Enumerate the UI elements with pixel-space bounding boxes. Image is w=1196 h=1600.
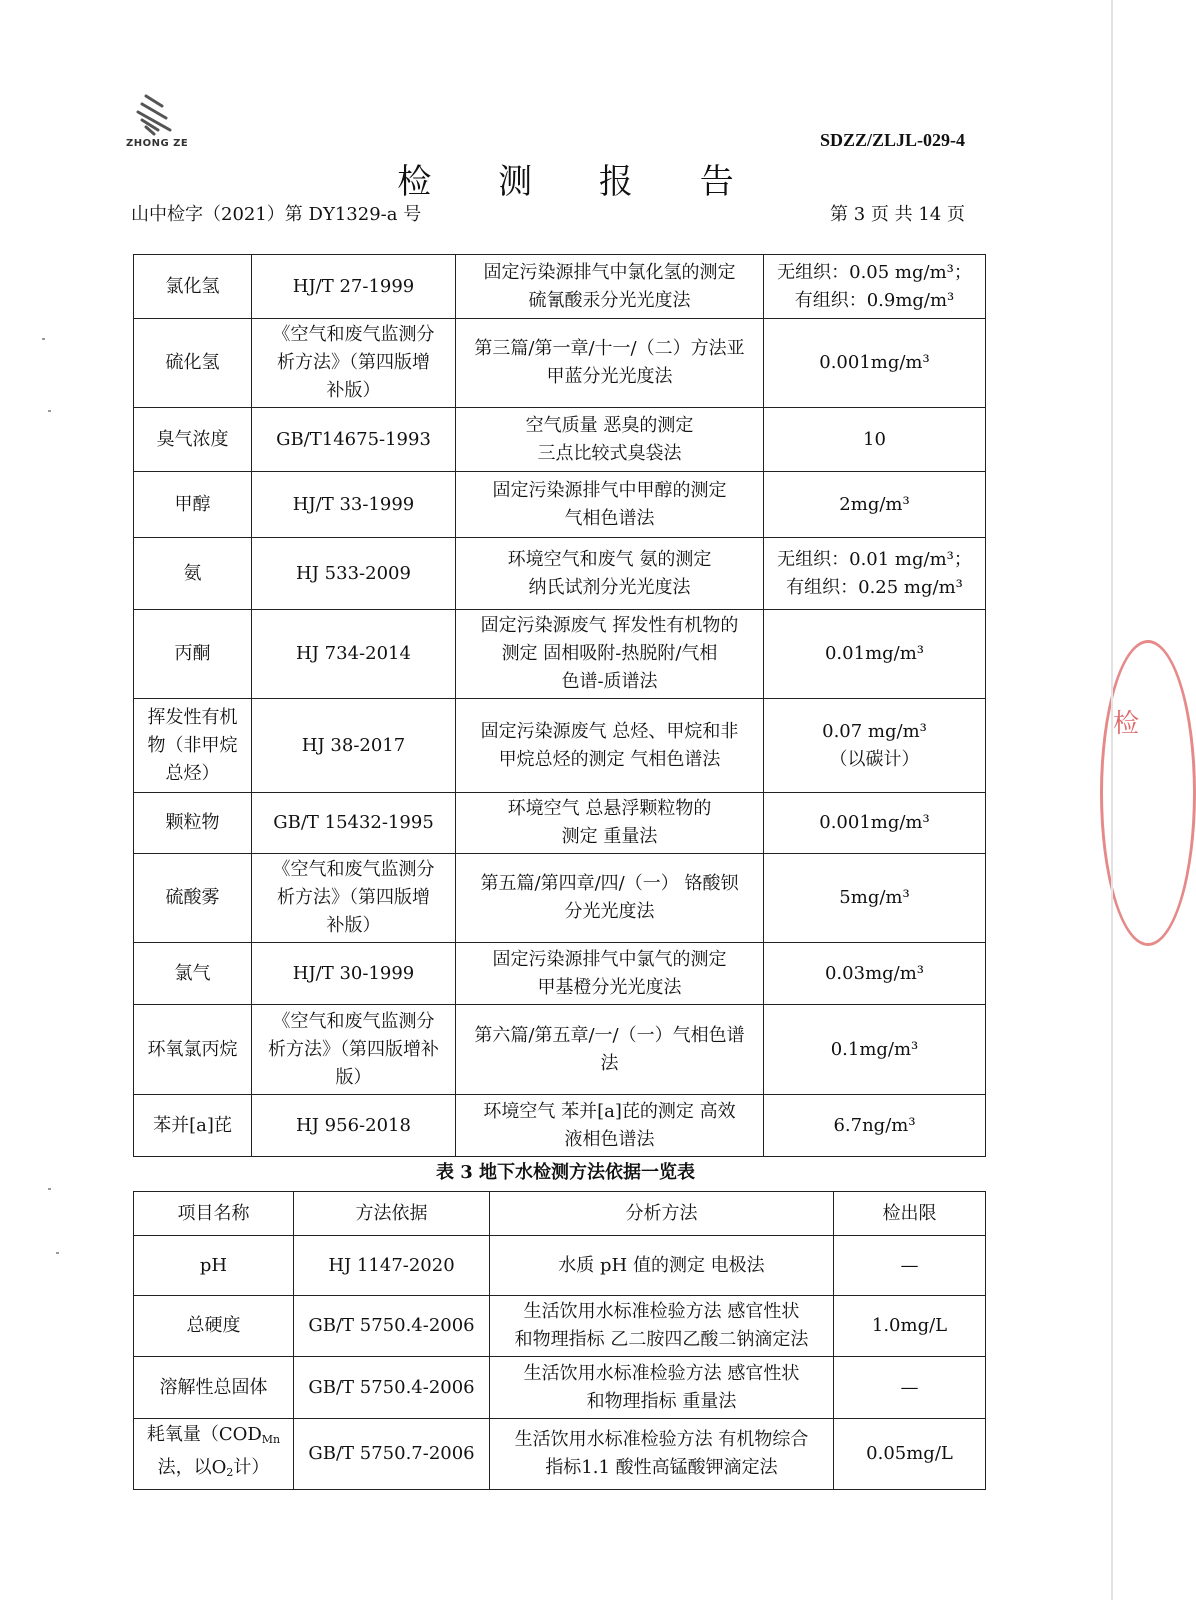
item-name-cell: 总硬度 <box>134 1296 294 1357</box>
analysis-method-cell: 固定污染源排气中甲醇的测定 气相色谱法 <box>456 472 764 538</box>
item-name-cell <box>134 1419 294 1490</box>
item-name-cell: 氯气 <box>134 943 252 1005</box>
stamp-text: 检 <box>1113 709 1140 739</box>
table-row <box>134 699 986 793</box>
table-row <box>134 943 986 1005</box>
item-name-cell: 溶解性总固体 <box>134 1357 294 1419</box>
red-seal-stamp <box>1100 640 1196 946</box>
item-name-line2: 法，以O <box>157 1457 227 1478</box>
method-basis-cell: HJ/T 33-1999 <box>252 472 456 538</box>
analysis-method-cell: 空气质量 恶臭的测定 三点比较式臭袋法 <box>456 408 764 472</box>
detection-limit-cell: 无组织：0.05 mg/m³； 有组织：0.9mg/m³ <box>764 255 986 319</box>
table-row <box>134 1296 986 1357</box>
item-name-cell: 颗粒物 <box>134 793 252 854</box>
method-basis-cell: HJ 956-2018 <box>252 1095 456 1157</box>
method-basis-cell: HJ 533-2009 <box>252 538 456 610</box>
item-name-cell: 环氧氯丙烷 <box>134 1005 252 1095</box>
subscript-mn: Mn <box>261 1433 281 1446</box>
table-row <box>134 1357 986 1419</box>
groundwater-method-table <box>133 1191 986 1490</box>
detection-limit-cell: 0.07 mg/m³ （以碳计） <box>764 699 986 793</box>
item-name-cell: 硫酸雾 <box>134 854 252 943</box>
table-row <box>134 1095 986 1157</box>
analysis-method-cell: 第五篇/第四章/四/（一） 铬酸钡 分光光度法 <box>456 854 764 943</box>
method-basis-cell: GB/T 5750.4-2006 <box>294 1296 490 1357</box>
document-code: SDZZ/ZLJL-029-4 <box>819 130 965 150</box>
header-method-basis: 方法依据 <box>294 1192 490 1236</box>
table-row <box>134 1005 986 1095</box>
detection-limit-cell: 0.001mg/m³ <box>764 319 986 408</box>
table-row <box>134 319 986 408</box>
item-name-line2-end: 计） <box>233 1457 270 1478</box>
page-indicator: 第 3 页 共 14 页 <box>830 204 965 225</box>
table-row <box>134 472 986 538</box>
detection-limit-cell: 0.03mg/m³ <box>764 943 986 1005</box>
analysis-method-cell: 环境空气 总悬浮颗粒物的 测定 重量法 <box>456 793 764 854</box>
analysis-method-cell: 固定污染源排气中氯化氢的测定 硫氰酸汞分光光度法 <box>456 255 764 319</box>
detection-limit-cell: 1.0mg/L <box>834 1296 986 1357</box>
item-name-cell: 甲醇 <box>134 472 252 538</box>
detection-limit-cell: 0.001mg/m³ <box>764 793 986 854</box>
item-name-main: 耗氧量（COD <box>146 1424 262 1445</box>
detection-limit-cell: — <box>834 1236 986 1296</box>
method-basis-cell: GB/T 15432-1995 <box>252 793 456 854</box>
detection-limit-cell: 5mg/m³ <box>764 854 986 943</box>
analysis-method-cell: 水质 pH 值的测定 电极法 <box>490 1236 834 1296</box>
analysis-method-cell: 固定污染源排气中氯气的测定 甲基橙分光光度法 <box>456 943 764 1005</box>
analysis-method-cell: 生活饮用水标准检验方法 感官性状 和物理指标 重量法 <box>490 1357 834 1419</box>
header-detection-limit: 检出限 <box>834 1192 986 1236</box>
analysis-method-cell: 第六篇/第五章/一/（一）气相色谱 法 <box>456 1005 764 1095</box>
method-basis-cell: HJ/T 27-1999 <box>252 255 456 319</box>
detection-limit-cell: 0.1mg/m³ <box>764 1005 986 1095</box>
detection-limit-cell: — <box>834 1357 986 1419</box>
table-row <box>134 793 986 854</box>
method-basis-cell: 《空气和废气监测分 析方法》（第四版增 补版） <box>252 319 456 408</box>
table-row <box>134 610 986 699</box>
subscript-2: 2 <box>226 1466 234 1479</box>
item-name-cell: 苯并[a]芘 <box>134 1095 252 1157</box>
page-edge-line <box>1111 0 1113 1600</box>
detection-limit-cell: 2mg/m³ <box>764 472 986 538</box>
method-basis-cell: HJ/T 30-1999 <box>252 943 456 1005</box>
item-name-cell: 丙酮 <box>134 610 252 699</box>
header-analysis-method: 分析方法 <box>490 1192 834 1236</box>
detection-limit-cell: 无组织：0.01 mg/m³； 有组织：0.25 mg/m³ <box>764 538 986 610</box>
table-row <box>134 255 986 319</box>
analysis-method-cell: 固定污染源废气 总烃、甲烷和非 甲烷总烃的测定 气相色谱法 <box>456 699 764 793</box>
table-header-row <box>134 1192 986 1236</box>
item-name-cell: 氯化氢 <box>134 255 252 319</box>
method-basis-cell: GB/T14675-1993 <box>252 408 456 472</box>
analysis-method-cell: 固定污染源废气 挥发性有机物的 测定 固相吸附-热脱附/气相 色谱-质谱法 <box>456 610 764 699</box>
analysis-method-cell: 生活饮用水标准检验方法 感官性状 和物理指标 乙二胺四乙酸二钠滴定法 <box>490 1296 834 1357</box>
method-basis-cell: HJ 38-2017 <box>252 699 456 793</box>
detection-limit-cell: 0.05mg/L <box>834 1419 986 1490</box>
scan-speck <box>48 410 51 412</box>
method-basis-cell: GB/T 5750.7-2006 <box>294 1419 490 1490</box>
logo-stripes-icon <box>132 94 178 138</box>
item-name-cell: 氨 <box>134 538 252 610</box>
air-method-table <box>133 254 986 1157</box>
method-basis-cell: 《空气和废气监测分 析方法》（第四版增 补版） <box>252 854 456 943</box>
method-basis-cell: GB/T 5750.4-2006 <box>294 1357 490 1419</box>
table3-caption: 表 3 地下水检测方法依据一览表 <box>435 1162 696 1183</box>
item-name-cell: 挥发性有机 物（非甲烷 总烃） <box>134 699 252 793</box>
item-name-cell: 硫化氢 <box>134 319 252 408</box>
company-logo <box>126 94 196 156</box>
table-row <box>134 408 986 472</box>
detection-limit-cell: 10 <box>764 408 986 472</box>
table-row <box>134 1236 986 1296</box>
scan-speck <box>56 1252 59 1254</box>
method-basis-cell: HJ 734-2014 <box>252 610 456 699</box>
table-row <box>134 538 986 610</box>
analysis-method-cell: 生活饮用水标准检验方法 有机物综合 指标1.1 酸性高锰酸钾滴定法 <box>490 1419 834 1490</box>
item-name-cell: pH <box>134 1236 294 1296</box>
table-row <box>134 854 986 943</box>
analysis-method-cell: 环境空气和废气 氨的测定 纳氏试剂分光光度法 <box>456 538 764 610</box>
logo-text: ZHONG ZE <box>126 138 189 149</box>
table-row <box>134 1419 986 1490</box>
method-basis-cell: 《空气和废气监测分 析方法》（第四版增补 版） <box>252 1005 456 1095</box>
detection-limit-cell: 0.01mg/m³ <box>764 610 986 699</box>
item-name-cell: 臭气浓度 <box>134 408 252 472</box>
report-title: 检 测 报 告 <box>397 162 762 202</box>
scan-speck <box>48 1188 51 1190</box>
detection-limit-cell: 6.7ng/m³ <box>764 1095 986 1157</box>
header-item-name: 项目名称 <box>134 1192 294 1236</box>
report-number: 山中检字（2021）第 DY1329-a 号 <box>131 204 422 225</box>
analysis-method-cell: 第三篇/第一章/十一/（二）方法亚 甲蓝分光光度法 <box>456 319 764 408</box>
analysis-method-cell: 环境空气 苯并[a]芘的测定 高效 液相色谱法 <box>456 1095 764 1157</box>
scan-speck <box>42 338 45 340</box>
method-basis-cell: HJ 1147-2020 <box>294 1236 490 1296</box>
